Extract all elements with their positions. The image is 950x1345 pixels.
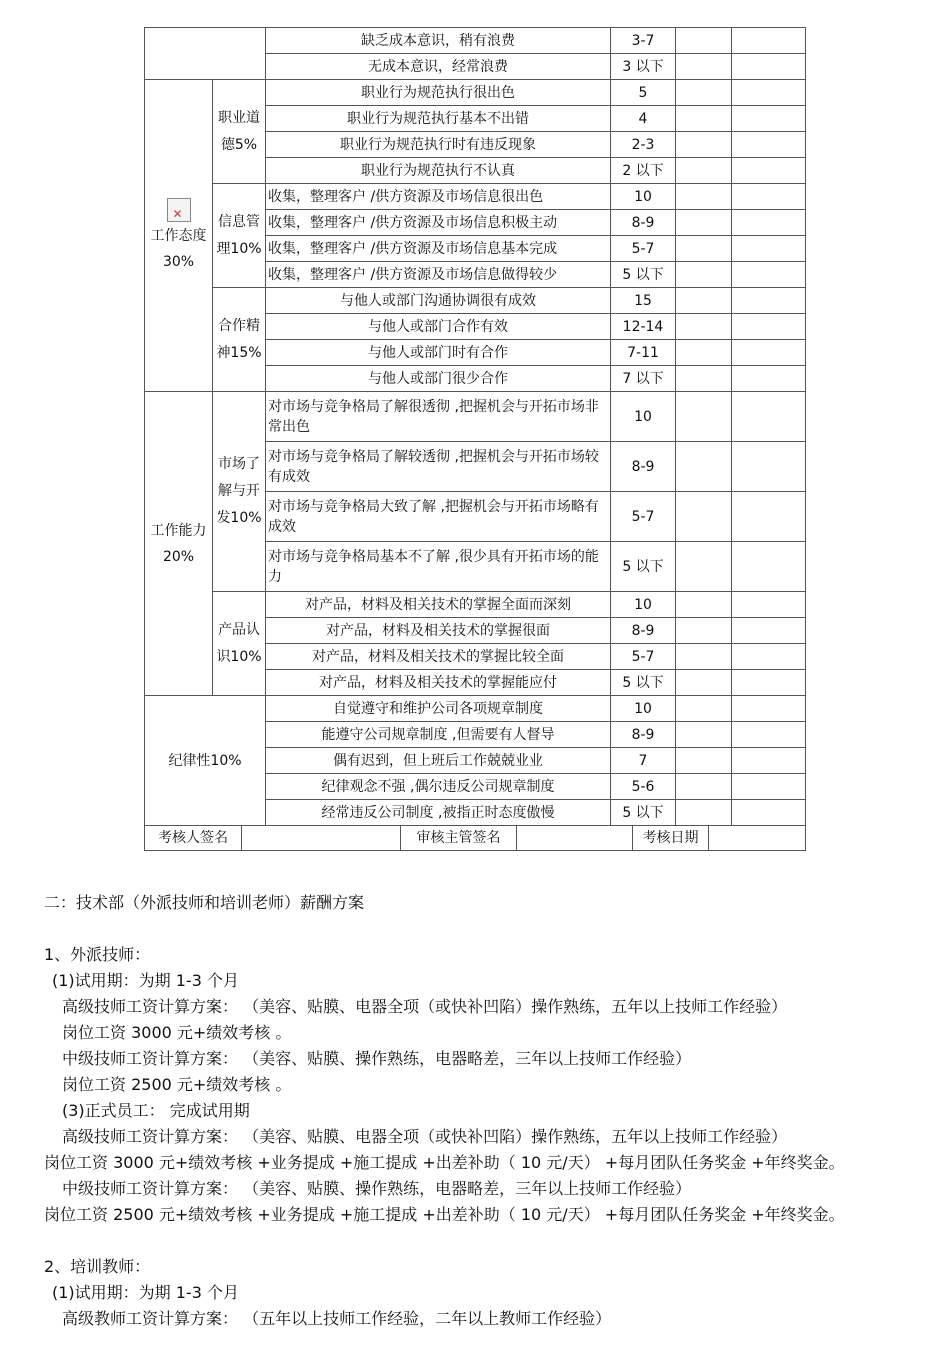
criteria-cell: 偶有迟到，但上班后工作兢兢业业 (266, 748, 611, 774)
score-blank-cell (676, 288, 732, 314)
table-row (145, 826, 806, 851)
supervisor-sign-field[interactable] (517, 826, 633, 850)
formal-senior-pay-line: 岗位工资 3000 元+绩效考核 +业务提成 +施工提成 +出差补助（ 10 元/天） +每月团队任务奖金 +年终奖金。 (44, 1153, 845, 1172)
score-blank-cell (732, 54, 806, 80)
score-blank-cell (676, 262, 732, 288)
signature-row (145, 826, 806, 851)
score-blank-cell (676, 184, 732, 210)
score-blank-cell (676, 442, 732, 492)
criteria-cell: 职业行为规范执行很出色 (266, 80, 611, 106)
table-row (145, 184, 806, 210)
subcategory-cell: 职业道德5% (213, 80, 266, 184)
criteria-cell: 与他人或部门时有合作 (266, 340, 611, 366)
criteria-cell: 与他人或部门沟通协调很有成效 (266, 288, 611, 314)
score-blank-cell (732, 184, 806, 210)
evaluation-table (144, 27, 806, 851)
score-blank-cell (676, 774, 732, 800)
score-range-cell: 5-7 (611, 236, 676, 262)
score-blank-cell (732, 592, 806, 618)
criteria-cell: 与他人或部门合作有效 (266, 314, 611, 340)
score-blank-cell (676, 158, 732, 184)
criteria-cell: 经常违反公司制度 ,被指正时态度傲慢 (266, 800, 611, 826)
table-row (145, 28, 806, 54)
subcategory-cell: 市场了解与开发10% (213, 392, 266, 592)
score-blank-cell (732, 132, 806, 158)
criteria-cell: 对市场与竞争格局大致了解 ,把握机会与开拓市场略有成效 (266, 492, 611, 542)
score-blank-cell (676, 670, 732, 696)
score-blank-cell (676, 542, 732, 592)
score-blank-cell (732, 236, 806, 262)
score-blank-cell (676, 592, 732, 618)
score-blank-cell (676, 106, 732, 132)
score-blank-cell (676, 80, 732, 106)
category-attitude (145, 80, 213, 392)
date-field[interactable] (709, 826, 806, 850)
section-2-title: 2、培训教师： (44, 1257, 151, 1276)
mid-pay-line: 岗位工资 2500 元+绩效考核 。 (62, 1075, 292, 1094)
criteria-cell: 对产品，材料及相关技术的掌握很面 (266, 618, 611, 644)
criteria-cell: 收集，整理客户 /供方资源及市场信息积极主动 (266, 210, 611, 236)
trial-period-line: (1)试用期：为期 1-3 个月 (52, 971, 239, 990)
supervisor-sign-label: 审核主管签名 (401, 826, 517, 850)
category-discipline: 纪律性10% (145, 696, 266, 826)
criteria-cell: 无成本意识，经常浪费 (266, 54, 611, 80)
score-blank-cell (732, 492, 806, 542)
score-blank-cell (676, 748, 732, 774)
criteria-cell: 与他人或部门很少合作 (266, 366, 611, 392)
table-row (145, 80, 806, 106)
score-blank-cell (676, 28, 732, 54)
score-blank-cell (732, 80, 806, 106)
score-blank-cell (732, 392, 806, 442)
score-blank-cell (732, 340, 806, 366)
salary-plan-text (44, 890, 924, 1332)
table-row (145, 592, 806, 618)
score-range-cell: 5 以下 (611, 542, 676, 592)
score-blank-cell (676, 618, 732, 644)
category-ability: 工作能力 20% (145, 392, 213, 696)
score-blank-cell (732, 442, 806, 492)
score-blank-cell (676, 696, 732, 722)
score-blank-cell (676, 722, 732, 748)
criteria-cell: 收集，整理客户 /供方资源及市场信息很出色 (266, 184, 611, 210)
criteria-cell: 对产品，材料及相关技术的掌握比较全面 (266, 644, 611, 670)
score-range-cell: 10 (611, 696, 676, 722)
formal-mid-pay-line: 岗位工资 2500 元+绩效考核 +业务提成 +施工提成 +出差补助（ 10 元/天） +每月团队任务奖金 +年终奖金。 (44, 1205, 845, 1224)
section-1-title: 1、外派技师： (44, 945, 151, 964)
senior-pay-line: 岗位工资 3000 元+绩效考核 。 (62, 1023, 292, 1042)
score-blank-cell (676, 492, 732, 542)
teacher-trial-line: (1)试用期：为期 1-3 个月 (52, 1283, 239, 1302)
score-blank-cell (732, 748, 806, 774)
score-range-cell: 3-7 (611, 28, 676, 54)
mid-plan-line: 中级技师工资计算方案： （美容、贴膜、操作熟练，电器略差，三年以上技师工作经验） (62, 1049, 692, 1068)
criteria-cell: 收集，整理客户 /供方资源及市场信息基本完成 (266, 236, 611, 262)
table-row (145, 288, 806, 314)
score-range-cell: 7 以下 (611, 366, 676, 392)
score-range-cell: 5-7 (611, 644, 676, 670)
score-range-cell: 12-14 (611, 314, 676, 340)
criteria-cell: 纪律观念不强 ,偶尔违反公司规章制度 (266, 774, 611, 800)
score-range-cell: 15 (611, 288, 676, 314)
score-range-cell: 10 (611, 184, 676, 210)
category-label: 工作态度 30% (150, 227, 207, 270)
score-blank-cell (732, 800, 806, 826)
score-range-cell: 2-3 (611, 132, 676, 158)
evaluation-table-body (145, 28, 806, 851)
score-range-cell: 10 (611, 592, 676, 618)
score-blank-cell (676, 132, 732, 158)
score-range-cell: 5 (611, 80, 676, 106)
score-range-cell: 5-7 (611, 492, 676, 542)
score-blank-cell (676, 210, 732, 236)
score-range-cell: 3 以下 (611, 54, 676, 80)
score-range-cell: 5-6 (611, 774, 676, 800)
score-blank-cell (732, 288, 806, 314)
score-blank-cell (732, 644, 806, 670)
score-blank-cell (732, 366, 806, 392)
formal-senior-plan-line: 高级技师工资计算方案： （美容、贴膜、电器全项（或快补凹陷）操作熟练，五年以上技师工作经验） (62, 1127, 788, 1146)
criteria-cell: 收集，整理客户 /供方资源及市场信息做得较少 (266, 262, 611, 288)
criteria-cell: 对产品，材料及相关技术的掌握能应付 (266, 670, 611, 696)
score-range-cell: 10 (611, 392, 676, 442)
assessor-sign-field[interactable] (242, 826, 401, 850)
formal-employee-line: (3)正式员工： 完成试用期 (62, 1101, 250, 1120)
date-label: 考核日期 (633, 826, 709, 850)
subcategory-cell: 合作精神15% (213, 288, 266, 392)
score-blank-cell (676, 314, 732, 340)
score-range-cell: 8-9 (611, 442, 676, 492)
score-blank-cell (732, 774, 806, 800)
criteria-cell: 对市场与竞争格局了解较透彻 ,把握机会与开拓市场较有成效 (266, 442, 611, 492)
score-range-cell: 8-9 (611, 210, 676, 236)
score-blank-cell (676, 644, 732, 670)
score-blank-cell (676, 800, 732, 826)
criteria-cell: 职业行为规范执行不认真 (266, 158, 611, 184)
score-blank-cell (732, 722, 806, 748)
table-row (145, 392, 806, 442)
assessor-sign-label: 考核人签名 (145, 826, 242, 850)
score-blank-cell (732, 262, 806, 288)
score-blank-cell (732, 696, 806, 722)
score-blank-cell (676, 236, 732, 262)
score-blank-cell (732, 542, 806, 592)
score-blank-cell (676, 340, 732, 366)
score-blank-cell (676, 54, 732, 80)
score-blank-cell (732, 158, 806, 184)
score-range-cell: 2 以下 (611, 158, 676, 184)
score-range-cell: 8-9 (611, 722, 676, 748)
subcategory-cell: 信息管理10% (213, 184, 266, 288)
criteria-cell: 缺乏成本意识，稍有浪费 (266, 28, 611, 54)
category-cell-continued (145, 28, 266, 80)
broken-image-icon (167, 198, 191, 222)
score-blank-cell (676, 366, 732, 392)
criteria-cell: 职业行为规范执行时有违反现象 (266, 132, 611, 158)
criteria-cell: 对市场与竞争格局了解很透彻 ,把握机会与开拓市场非常出色 (266, 392, 611, 442)
criteria-cell: 对产品，材料及相关技术的掌握全面而深刻 (266, 592, 611, 618)
teacher-senior-plan-line: 高级教师工资计算方案： （五年以上技师工作经验，二年以上教师工作经验） (62, 1309, 612, 1328)
senior-plan-line: 高级技师工资计算方案： （美容、贴膜、电器全项（或快补凹陷）操作熟练，五年以上技师工作经验） (62, 997, 788, 1016)
criteria-cell: 对市场与竞争格局基本不了解 ,很少具有开拓市场的能力 (266, 542, 611, 592)
subcategory-cell: 产品认识10% (213, 592, 266, 696)
score-range-cell: 7-11 (611, 340, 676, 366)
score-range-cell: 4 (611, 106, 676, 132)
section-heading: 二：技术部（外派技师和培训老师）薪酬方案 (44, 893, 365, 912)
score-blank-cell (676, 392, 732, 442)
score-range-cell: 5 以下 (611, 800, 676, 826)
score-blank-cell (732, 670, 806, 696)
score-blank-cell (732, 618, 806, 644)
score-range-cell: 8-9 (611, 618, 676, 644)
score-range-cell: 5 以下 (611, 670, 676, 696)
score-blank-cell (732, 210, 806, 236)
score-blank-cell (732, 314, 806, 340)
score-blank-cell (732, 28, 806, 54)
criteria-cell: 能遵守公司规章制度 ,但需要有人督导 (266, 722, 611, 748)
table-row (145, 696, 806, 722)
score-range-cell: 5 以下 (611, 262, 676, 288)
score-blank-cell (732, 106, 806, 132)
score-range-cell: 7 (611, 748, 676, 774)
formal-mid-plan-line: 中级技师工资计算方案： （美容、贴膜、操作熟练，电器略差，三年以上技师工作经验） (62, 1179, 692, 1198)
criteria-cell: 自觉遵守和维护公司各项规章制度 (266, 696, 611, 722)
criteria-cell: 职业行为规范执行基本不出错 (266, 106, 611, 132)
